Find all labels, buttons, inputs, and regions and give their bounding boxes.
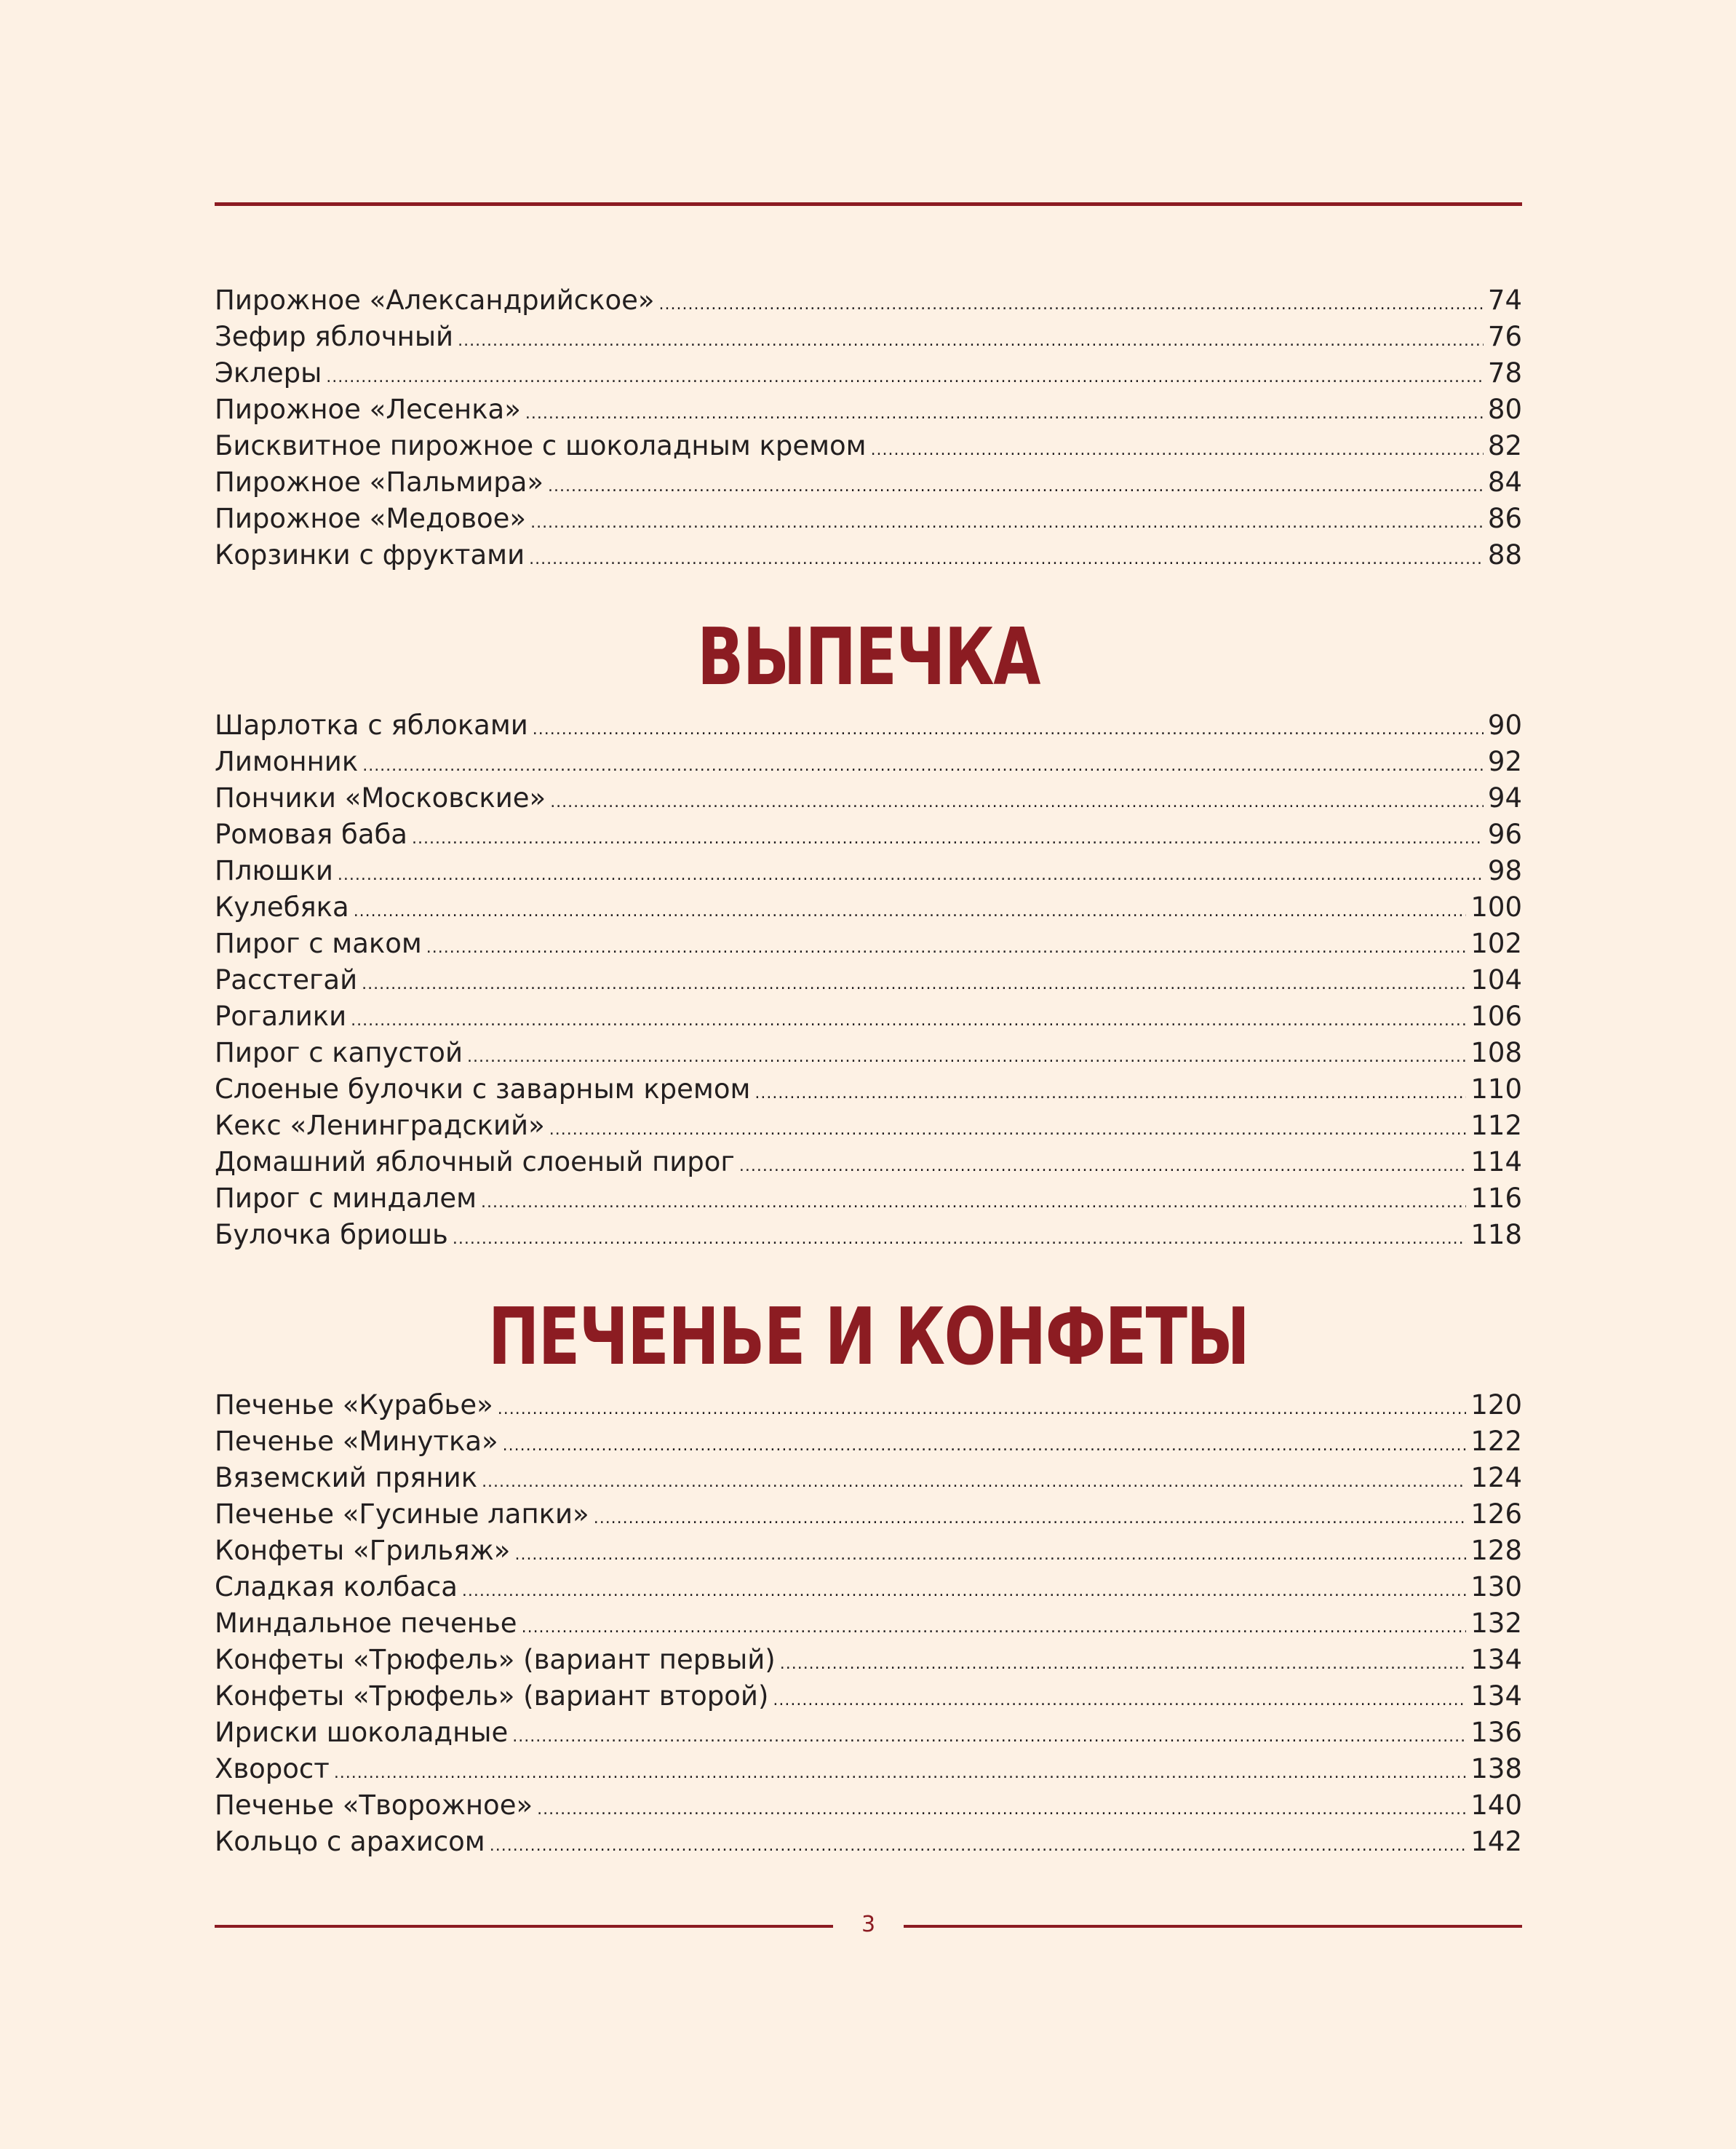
toc-entry-page: 126 [1470, 1498, 1522, 1530]
toc-entry-title: Расстегай [215, 964, 358, 996]
toc-entry-page: 74 [1487, 285, 1522, 316]
dot-leader [490, 1828, 1467, 1864]
toc-entry-title: Домашний яблочный слоеный пирог [215, 1146, 735, 1177]
toc-entry-title: Кекс «Ленинградский» [215, 1110, 545, 1141]
toc-entry-title: Пирожное «Александрийское» [215, 285, 655, 316]
toc-entry-title: Зефир яблочный [215, 321, 454, 352]
table-of-contents [215, 282, 1522, 1860]
toc-entry[interactable] [215, 1678, 1522, 1715]
toc-entry-title: Пирожное «Пальмира» [215, 466, 544, 498]
dot-leader [326, 360, 1484, 396]
page-footer [215, 1910, 1522, 1939]
toc-entry[interactable] [215, 1605, 1522, 1642]
toc-entry-title: Слоеные булочки с заварным кремом [215, 1073, 751, 1105]
toc-entry-page: 90 [1487, 710, 1522, 741]
toc-entry[interactable] [215, 780, 1522, 817]
toc-entry-title: Пирог с миндалем [215, 1183, 477, 1214]
dot-leader [354, 894, 1467, 930]
toc-entry[interactable] [215, 889, 1522, 926]
toc-entry-page: 98 [1487, 855, 1522, 886]
dot-leader [412, 821, 1484, 857]
dot-leader [533, 712, 1484, 748]
toc-entry[interactable] [215, 1035, 1522, 1071]
toc-entry-title: Печенье «Творожное» [215, 1789, 533, 1821]
dot-leader [529, 541, 1484, 578]
dot-leader [550, 784, 1484, 821]
toc-entry[interactable] [215, 1569, 1522, 1605]
toc-entry[interactable] [215, 1071, 1522, 1108]
toc-entry-page: 134 [1470, 1680, 1522, 1712]
toc-entry[interactable] [215, 1460, 1522, 1496]
top-divider [215, 202, 1522, 206]
toc-entry-title: Шарлотка с яблоками [215, 710, 528, 741]
dot-leader [512, 1719, 1466, 1755]
dot-leader [739, 1148, 1467, 1185]
dot-leader [362, 748, 1484, 784]
dot-leader [453, 1221, 1467, 1258]
toc-entry-title: Ириски шоколадные [215, 1717, 509, 1748]
toc-entry[interactable] [215, 355, 1522, 392]
toc-entry-page: 92 [1487, 746, 1522, 777]
toc-entry-page: 112 [1470, 1110, 1522, 1141]
toc-entry[interactable] [215, 998, 1522, 1035]
toc-entry[interactable] [215, 501, 1522, 537]
toc-entry-page: 128 [1470, 1535, 1522, 1566]
dot-leader [537, 1792, 1466, 1828]
toc-entry-page: 132 [1470, 1608, 1522, 1639]
toc-entry[interactable] [215, 1144, 1522, 1180]
toc-entry-title: Эклеры [215, 357, 322, 389]
toc-entry-title: Корзинки с фруктами [215, 539, 525, 571]
toc-entry-page: 114 [1470, 1146, 1522, 1177]
toc-entry-title: Миндальное печенье [215, 1608, 517, 1639]
toc-entry[interactable] [215, 926, 1522, 962]
toc-entry-title: Пирог с маком [215, 928, 422, 959]
toc-entry-page: 130 [1470, 1571, 1522, 1602]
dot-leader [338, 857, 1484, 894]
dot-leader [780, 1646, 1467, 1683]
toc-entry-page: 104 [1470, 964, 1522, 996]
toc-entry[interactable] [215, 744, 1522, 780]
toc-entry[interactable] [215, 962, 1522, 998]
toc-entry-title: Рогалики [215, 1001, 347, 1032]
toc-entry[interactable] [215, 1642, 1522, 1678]
toc-entry-page: 140 [1470, 1789, 1522, 1821]
toc-entry-title: Кольцо с арахисом [215, 1826, 485, 1857]
toc-entry-page: 138 [1470, 1753, 1522, 1784]
toc-entry-page: 86 [1487, 503, 1522, 534]
toc-entry-title: Конфеты «Трюфель» (вариант первый) [215, 1644, 776, 1675]
toc-entry[interactable] [215, 817, 1522, 853]
toc-entry-page: 102 [1470, 928, 1522, 959]
toc-entry-title: Булочка бриошь [215, 1219, 448, 1250]
dot-leader [503, 1428, 1467, 1464]
toc-entry-title: Ромовая баба [215, 819, 407, 850]
toc-entry[interactable] [215, 707, 1522, 744]
page-number: 3 [861, 1912, 876, 1937]
toc-entry-title: Сладкая колбаса [215, 1571, 458, 1602]
toc-entry-page: 120 [1470, 1389, 1522, 1421]
toc-list-continued [215, 282, 1522, 573]
dot-leader [658, 287, 1483, 323]
toc-entry[interactable] [215, 1751, 1522, 1787]
toc-entry-page: 134 [1470, 1644, 1522, 1675]
toc-entry-page: 84 [1487, 466, 1522, 498]
toc-entry-title: Вяземский пряник [215, 1462, 478, 1493]
toc-entry-title: Пирожное «Лесенка» [215, 394, 521, 425]
toc-entry[interactable] [215, 1423, 1522, 1460]
dot-leader [594, 1501, 1467, 1537]
toc-entry-page: 96 [1487, 819, 1522, 850]
toc-entry-title: Печенье «Гусиные лапки» [215, 1498, 589, 1530]
toc-entry-title: Пирожное «Медовое» [215, 503, 527, 534]
dot-leader [754, 1076, 1466, 1112]
toc-entry-page: 124 [1470, 1462, 1522, 1493]
toc-entry-page: 122 [1470, 1426, 1522, 1457]
dot-leader [522, 1610, 1467, 1646]
dot-leader [481, 1185, 1466, 1221]
toc-entry-title: Хворост [215, 1753, 330, 1784]
toc-entry[interactable] [215, 1787, 1522, 1824]
dot-leader [467, 1039, 1466, 1076]
dot-leader [871, 432, 1484, 469]
toc-entry[interactable] [215, 464, 1522, 501]
dot-leader [351, 1003, 1466, 1039]
toc-entry-page: 78 [1487, 357, 1522, 389]
dot-leader [334, 1755, 1467, 1792]
toc-entry-title: Печенье «Курабье» [215, 1389, 493, 1421]
dot-leader [549, 1112, 1467, 1148]
toc-list-baking [215, 707, 1522, 1253]
toc-entry[interactable] [215, 392, 1522, 428]
toc-entry[interactable] [215, 1824, 1522, 1860]
footer-divider-right [904, 1925, 1522, 1928]
toc-entry-title: Кулебяка [215, 891, 349, 923]
toc-entry-page: 80 [1487, 394, 1522, 425]
toc-entry[interactable] [215, 1108, 1522, 1144]
dot-leader [525, 396, 1484, 432]
toc-entry-page: 110 [1470, 1073, 1522, 1105]
dot-leader [482, 1464, 1466, 1501]
toc-entry-page: 100 [1470, 891, 1522, 923]
toc-entry[interactable] [215, 1180, 1522, 1217]
toc-entry[interactable] [215, 1387, 1522, 1423]
toc-entry[interactable] [215, 537, 1522, 573]
toc-entry-title: Конфеты «Грильяж» [215, 1535, 511, 1566]
dot-leader [498, 1391, 1467, 1428]
toc-entry-title: Лимонник [215, 746, 359, 777]
toc-entry[interactable] [215, 1217, 1522, 1253]
toc-entry-page: 82 [1487, 430, 1522, 461]
dot-leader [458, 323, 1484, 360]
section-heading-cookies-and-candies: ПЕЧЕНЬЕ И КОНФЕТЫ [487, 1292, 1249, 1383]
toc-entry-title: Пончики «Московские» [215, 782, 546, 814]
toc-entry[interactable] [215, 428, 1522, 464]
toc-entry-title: Пирог с капустой [215, 1037, 463, 1068]
dot-leader [773, 1683, 1466, 1719]
toc-entry[interactable] [215, 1533, 1522, 1569]
dot-leader [548, 469, 1484, 505]
toc-entry[interactable] [215, 1496, 1522, 1533]
toc-entry[interactable] [215, 282, 1522, 319]
toc-entry-title: Плюшки [215, 855, 333, 886]
toc-entry-page: 136 [1470, 1717, 1522, 1748]
toc-entry-page: 106 [1470, 1001, 1522, 1032]
section-heading-baking: ВЫПЕЧКА [697, 612, 1040, 703]
toc-entry-title: Конфеты «Трюфель» (вариант второй) [215, 1680, 769, 1712]
dot-leader [530, 505, 1484, 541]
dot-leader [426, 930, 1467, 966]
toc-entry-page: 88 [1487, 539, 1522, 571]
dot-leader [462, 1573, 1466, 1610]
toc-entry-page: 76 [1487, 321, 1522, 352]
dot-leader [362, 966, 1466, 1003]
toc-entry-title: Бисквитное пирожное с шоколадным кремом [215, 430, 867, 461]
toc-entry[interactable] [215, 853, 1522, 889]
toc-entry[interactable] [215, 319, 1522, 355]
toc-entry-page: 94 [1487, 782, 1522, 814]
toc-entry[interactable] [215, 1715, 1522, 1751]
toc-entry-page: 108 [1470, 1037, 1522, 1068]
dot-leader [514, 1537, 1466, 1573]
toc-list-cookies-and-candies [215, 1387, 1522, 1860]
toc-entry-page: 116 [1470, 1183, 1522, 1214]
toc-entry-page: 118 [1470, 1219, 1522, 1250]
toc-entry-page: 142 [1470, 1826, 1522, 1857]
toc-entry-title: Печенье «Минутка» [215, 1426, 498, 1457]
